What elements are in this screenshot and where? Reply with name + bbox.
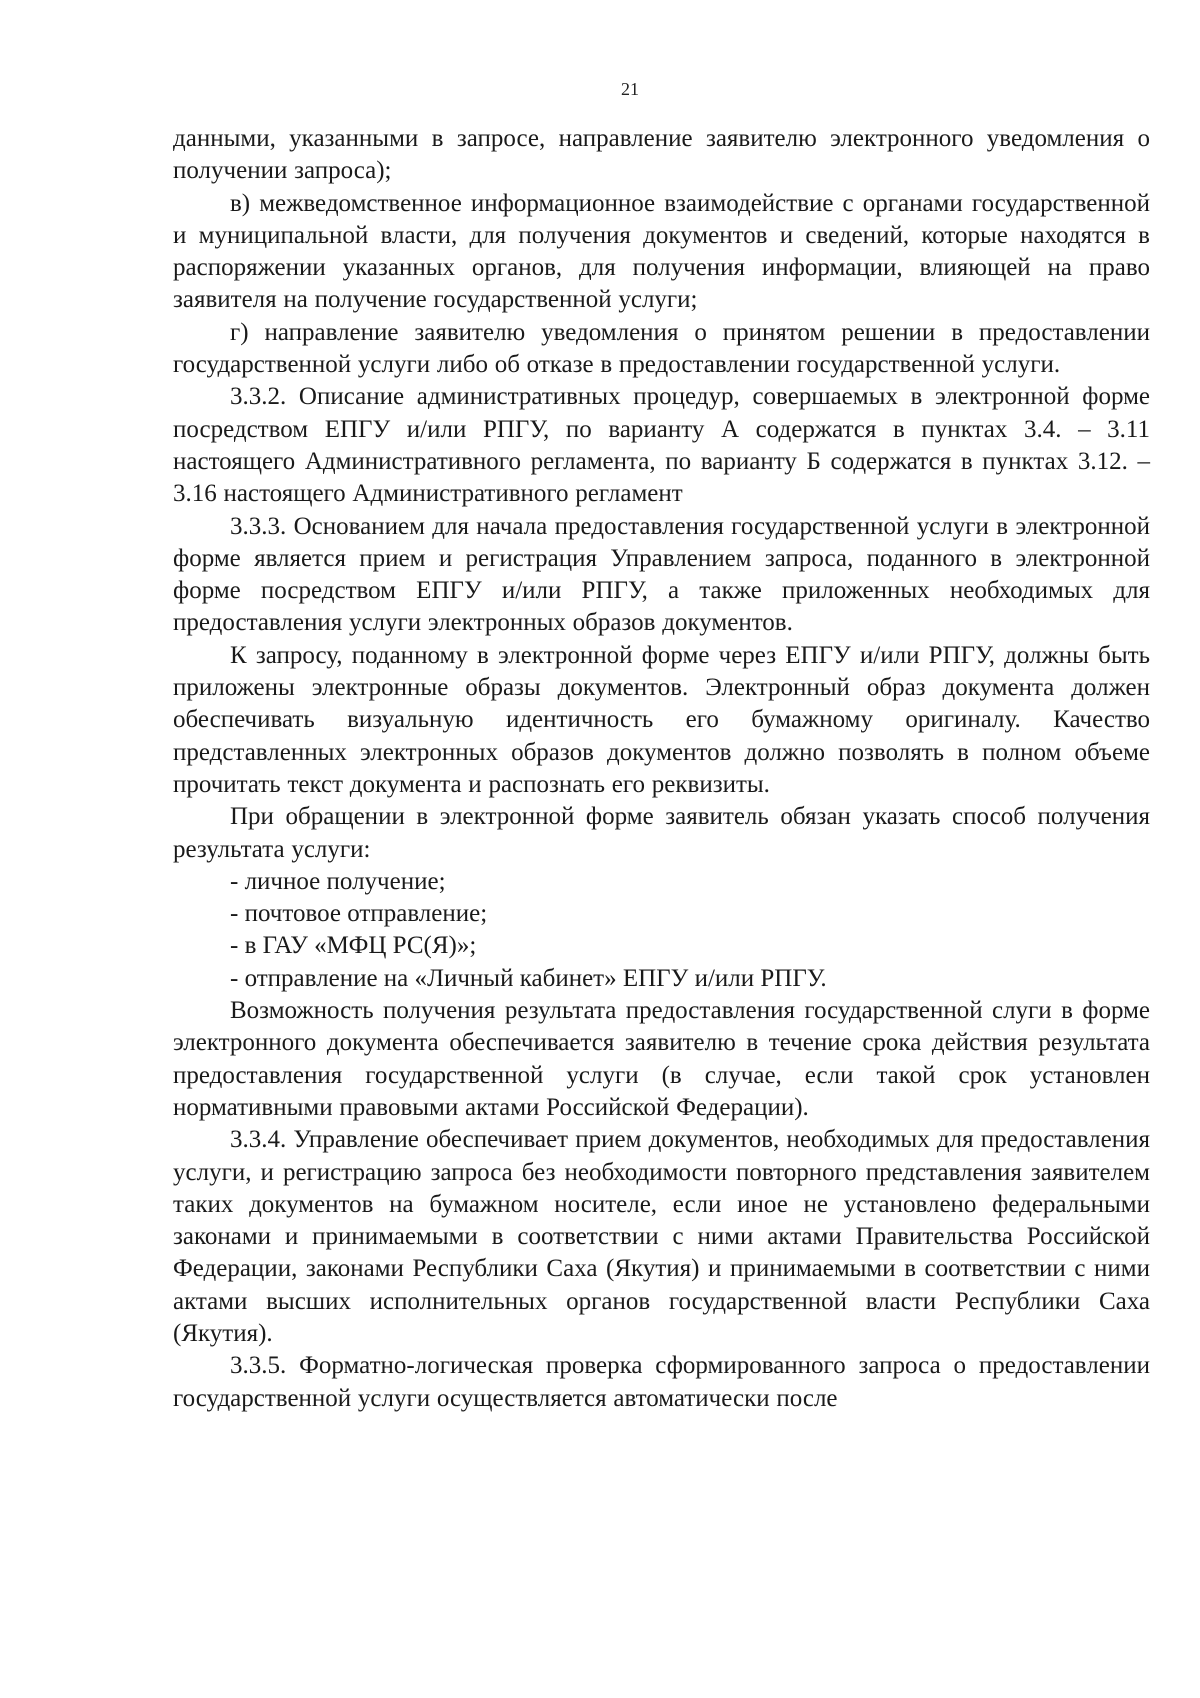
list-item: - почтовое отправление; <box>230 900 488 928</box>
paragraph-item-g: г) направление заявителю уведомления о принятом решении в предоставлении государственной услуги либо об отказе в предоставлении государственной услуги. <box>173 318 1150 379</box>
paragraph-3-3-3: 3.3.3. Основанием для начала предоставления государственной услуги в электронной форме является прием и регистрация Управлением запроса, поданного в электронной форме посредством ЕПГУ и/или РПГУ, а также приложенных необходимых для предоставления услуги электронных образов документов. <box>173 512 1150 637</box>
page-number: 21 <box>621 79 639 99</box>
list-item: - в ГАУ «МФЦ РС(Я)»; <box>230 932 477 960</box>
paragraph-3-3-4: 3.3.4. Управление обеспечивает прием документов, необходимых для предоставления услуги, и регистрацию запроса без необходимости повторного представления заявителем таких документов на бумажном носителе, если иное не установлено федеральными законами и принимаемыми в соответствии с ними актами Правительства Российской Федерации, законами Республики Саха (Якутия) и принимаемыми в соответствии с ними актами высших исполнительных органов государственной власти Республики Саха (Якутия). <box>173 1126 1150 1347</box>
paragraph-item-v: в) межведомственное информационное взаимодействие с органами государственной и муниципальной власти, для получения документов и сведений, которые находятся в распоряжении указанных органов, для получения информации, влияющей на право заявителя на получение государственной услуги; <box>173 189 1150 314</box>
paragraph-electronic-result: Возможность получения результата предоставления государственной слуги в форме электронного документа обеспечивается заявителю в течение срока действия результата предоставления государственной услуги (в случае, если такой срок установлен нормативными правовыми актами Российской Федерации). <box>173 997 1150 1121</box>
paragraph-delivery-method-intro: При обращении в электронной форме заявитель обязан указать способ получения результата услуги: <box>173 803 1150 863</box>
delivery-methods-list <box>173 866 1150 995</box>
paragraph-continuation: данными, указанными в запросе, направление заявителю электронного уведомления о получении запроса); <box>173 125 1150 185</box>
paragraph-3-3-2: 3.3.2. Описание административных процедур, совершаемых в электронной форме посредством ЕПГУ и/или РПГУ, по варианту А содержатся в пунктах 3.4. – 3.11 настоящего Административного регламента, по варианту Б содержатся в пунктах 3.12. – 3.16 настоящего Административного регламент <box>173 383 1150 508</box>
paragraph-3-3-5: 3.3.5. Форматно-логическая проверка сформированного запроса о предоставлении государственной услуги осуществляется автоматически после <box>173 1352 1150 1412</box>
document-body <box>173 123 1150 1415</box>
list-item: - личное получение; <box>230 867 446 895</box>
list-item: - отправление на «Личный кабинет» ЕПГУ и/или РПГУ. <box>230 964 827 992</box>
paragraph-electronic-images: К запросу, поданному в электронной форме через ЕПГУ и/или РПГУ, должны быть приложены электронные образы документов. Электронный образ документа должен обеспечивать визуальную идентичность его бумажному оригиналу. Качество представленных электронных образов документов должно позволять в полном объеме прочитать текст документа и распознать его реквизиты. <box>173 641 1150 798</box>
